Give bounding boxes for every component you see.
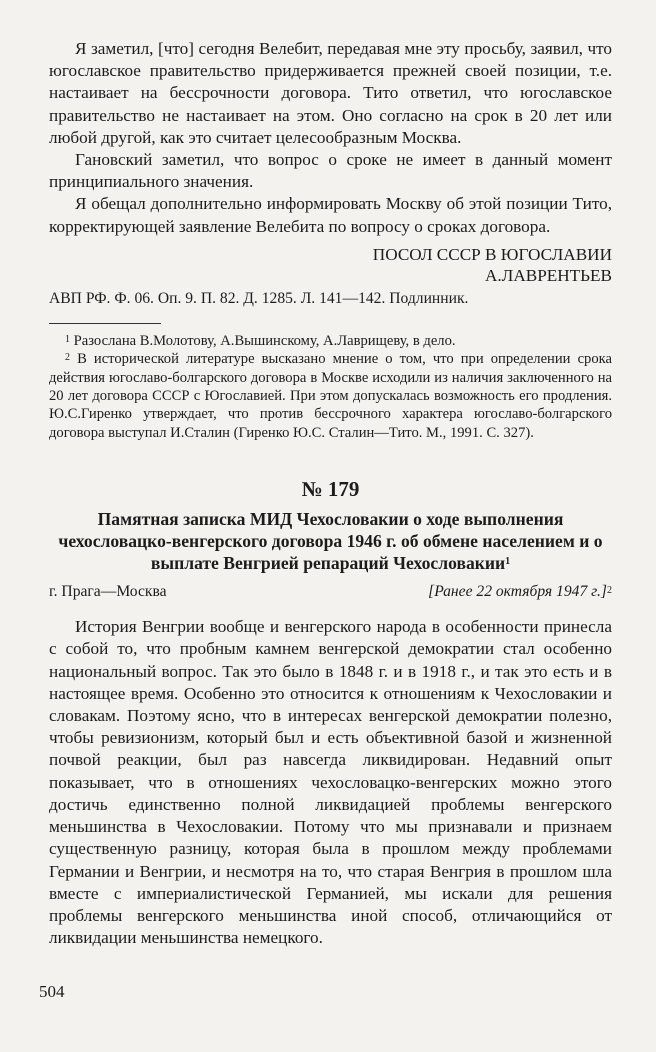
place: г. Прага—Москва	[49, 583, 167, 601]
signature-name: А.ЛАВРЕНТЬЕВ	[484, 265, 612, 285]
footnote-1	[49, 332, 612, 350]
date-footnote-mark: 2	[607, 585, 612, 597]
document-title	[49, 508, 612, 574]
document-title-text: Памятная записка МИД Чехословакии о ходе выполнения чехословацко-венгерского договора 1946 г. об обмене населением и о выплате Венгрией репараций Чехословакии	[58, 509, 603, 574]
footnote-divider	[49, 323, 161, 324]
date	[428, 582, 612, 602]
body-paragraph: История Венгрии вообще и венгерского народа в особенности принесла с собой то, что пробным камнем венгерской демократии стал особенно национальный вопрос. Так это было в 1848 г. и в 1918 г., и так это есть и в настоящее время. Особенно это относится к отношениям к Чехословакии и словакам. Поэтому ясно, что в интересах венгерской демократии полезно, чтобы ревизионизм, который был и есть объективной базой и жизненной почвой реакции, был раз навсегда ликвидирован. Недавний опыт показывает, что в отношениях чехословацко-венгерских можно этого достичь единственно полной ликвидацией проблемы венгерского меньшинства в Чехословакии. Потому что мы признавали и признаем существенную разницу, которая была в прошлом между проблемами Германии и Венгрии, и несмотря на то, что старая Венгрия в прошлом шла вместе с империалистической Германией, мы искали для решения проблемы венгерского меньшинства иной способ, отличающийся от ликвидации меньшинства немецкого.	[49, 617, 612, 948]
date-text: [Ранее 22 октября 1947 г.]	[428, 583, 607, 601]
footnote-2	[49, 350, 612, 442]
page-number: 504	[39, 982, 65, 1001]
footnote-text: В исторической литературе высказано мнение о том, что при определении срока действия югославо-болгарского договора в Москве исходили из наличия заключенного на 20 лет договора СССР с Югославией. При этом допускалась возможность его продления. Ю.С.Гиренко утверждает, что против бессрочного характера югославо-болгарского договора выступал И.Сталин (Гиренко Ю.С. Сталин—Тито. М., 1991. С. 327).	[49, 351, 612, 441]
page-content	[49, 38, 612, 949]
footnote-mark: 2	[65, 352, 70, 364]
title-footnote-mark: 1	[505, 556, 511, 568]
document-number: № 179	[301, 477, 360, 502]
paragraph-3: Я обещал дополнительно информировать Москву об этой позиции Тито, корректирующей заявление Велебита по вопросу о сроках договора.	[49, 194, 612, 236]
footnote-mark: 1	[65, 333, 70, 345]
signature-position: ПОСОЛ СССР В ЮГОСЛАВИИ	[372, 244, 612, 264]
paragraph-1: Я заметил, [что] сегодня Велебит, передавая мне эту просьбу, заявил, что югославское правительство придерживается прежней своей позиции, т.е. настаивает на бессрочности договора. Тито ответил, что югославское правительство не настаивает на этом. Оно согласно на срок в 20 лет или любой другой, как это считает целесообразным Москва.	[49, 39, 612, 147]
dateline	[49, 582, 612, 602]
footnote-text: Разослана В.Молотову, А.Вышинскому, А.Лаврищеву, в дело.	[73, 332, 456, 349]
paragraph-2: Гановский заметил, что вопрос о сроке не имеет в данный момент принципиального значения.	[49, 150, 612, 192]
archive-source: АВП РФ. Ф. 06. Оп. 9. П. 82. Д. 1285. Л. 141—142. Подлинник.	[49, 289, 469, 307]
